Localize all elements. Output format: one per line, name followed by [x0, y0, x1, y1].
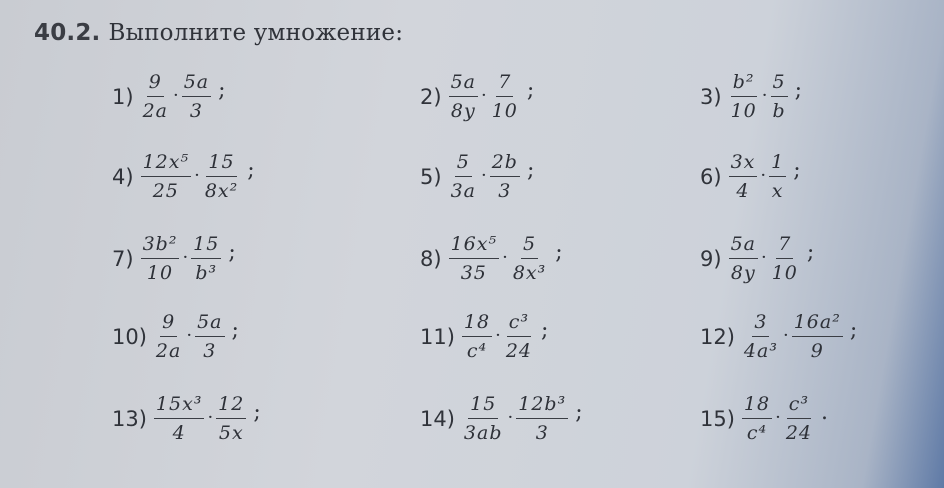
- exercise-label: 2): [420, 84, 442, 109]
- exercise-item: [700, 392, 828, 445]
- fraction-first: [154, 392, 205, 445]
- exercise-label: 15): [700, 406, 735, 431]
- numerator: 7: [776, 232, 793, 259]
- exercise-label: 3): [700, 84, 722, 109]
- fraction-second: [792, 310, 843, 363]
- numerator: c³: [787, 392, 811, 419]
- numerator: 5: [771, 70, 788, 97]
- multiplication-dot: ·: [775, 407, 781, 428]
- exercise-item: [112, 310, 239, 363]
- fraction-second: [511, 232, 548, 285]
- denominator: 4: [172, 422, 186, 444]
- numerator: 18: [742, 392, 772, 419]
- numerator: 16x⁵: [449, 232, 500, 259]
- exercise-item: [112, 392, 261, 445]
- numerator: 15x³: [154, 392, 205, 419]
- exercise-item: [112, 232, 236, 285]
- multiplication-dot: ·: [495, 325, 501, 346]
- numerator: 16a²: [792, 310, 843, 337]
- punctuation: ;: [541, 318, 549, 343]
- denominator: 24: [785, 422, 813, 444]
- denominator: 4a³: [743, 340, 778, 362]
- denominator: 8y: [730, 262, 756, 284]
- numerator: 3b²: [141, 232, 180, 259]
- denominator: 3: [498, 180, 512, 202]
- denominator: c⁴: [466, 340, 488, 362]
- denominator: 35: [460, 262, 487, 284]
- denominator: 3: [203, 340, 217, 362]
- punctuation: ;: [253, 400, 261, 425]
- exercise-item: [112, 70, 226, 123]
- multiplication-dot: ·: [782, 325, 789, 346]
- denominator: 8y: [450, 100, 476, 122]
- exercise-label: 13): [112, 406, 147, 431]
- numerator: 15: [191, 232, 221, 259]
- numerator: 15: [206, 150, 236, 177]
- numerator: 15: [468, 392, 498, 419]
- multiplication-dot: ·: [480, 165, 487, 186]
- denominator: 10: [146, 262, 174, 284]
- punctuation: ;: [231, 318, 239, 343]
- fraction-first: [729, 232, 758, 285]
- denominator: 25: [152, 180, 179, 202]
- fraction-second: [490, 150, 520, 203]
- fraction-second: [191, 232, 221, 285]
- denominator: 9: [810, 340, 824, 362]
- denominator: 24: [505, 340, 533, 362]
- exercise-label: 12): [700, 324, 735, 349]
- fraction-first: [141, 150, 192, 203]
- fraction-second: [182, 70, 211, 123]
- exercise-item: [700, 232, 814, 285]
- fraction-first: [729, 70, 759, 123]
- exercise-label: 14): [420, 406, 455, 431]
- exercise-label: 11): [420, 324, 455, 349]
- numerator: c³: [507, 310, 531, 337]
- fraction-second: [504, 310, 534, 363]
- numerator: 7: [496, 70, 513, 97]
- punctuation: ;: [228, 240, 236, 265]
- denominator: 2a: [142, 100, 168, 122]
- denominator: 8x³: [512, 262, 547, 284]
- fraction-second: [516, 392, 568, 445]
- numerator: 3: [752, 310, 769, 337]
- denominator: 3: [189, 100, 203, 122]
- punctuation: ;: [793, 158, 801, 183]
- multiplication-dot: ·: [760, 247, 767, 268]
- fraction-first: [141, 70, 170, 123]
- punctuation: ;: [794, 78, 803, 103]
- multiplication-dot: ·: [480, 85, 487, 106]
- exercise-item: [420, 310, 548, 363]
- exercise-number: 40.2.: [34, 20, 101, 46]
- exercise-label: 5): [420, 164, 442, 189]
- fraction-first: [141, 232, 180, 285]
- punctuation: .: [821, 400, 829, 425]
- numerator: 5a: [195, 310, 224, 337]
- fraction-first: [742, 310, 780, 363]
- fraction-second: [769, 150, 786, 203]
- fraction-first: [449, 232, 500, 285]
- exercise-label: 10): [112, 324, 147, 349]
- punctuation: ;: [218, 78, 226, 103]
- exercise-label: 7): [112, 246, 134, 271]
- exercise-heading: [34, 20, 403, 46]
- exercise-label: 8): [420, 246, 442, 271]
- denominator: b³: [195, 262, 218, 284]
- denominator: c⁴: [746, 422, 768, 444]
- exercise-item: [420, 70, 534, 123]
- multiplication-dot: ·: [172, 85, 179, 106]
- numerator: 5a: [729, 232, 758, 259]
- punctuation: ;: [526, 158, 535, 183]
- fraction-second: [490, 70, 520, 123]
- numerator: 5: [455, 150, 472, 177]
- multiplication-dot: ·: [194, 165, 200, 186]
- numerator: 9: [160, 310, 177, 337]
- denominator: x: [771, 180, 784, 202]
- multiplication-dot: ·: [502, 247, 508, 268]
- numerator: 3x: [729, 150, 758, 177]
- numerator: 5a: [449, 70, 478, 97]
- denominator: 4: [736, 180, 750, 202]
- denominator: 8x²: [204, 180, 239, 202]
- denominator: 10: [771, 262, 798, 284]
- multiplication-dot: ·: [761, 85, 768, 106]
- punctuation: ;: [555, 240, 563, 265]
- denominator: 2a: [155, 340, 182, 362]
- fraction-first: [462, 310, 492, 363]
- fraction-second: [784, 392, 814, 445]
- punctuation: ;: [849, 318, 858, 343]
- exercise-label: 1): [112, 84, 134, 109]
- punctuation: ;: [247, 158, 255, 183]
- punctuation: ;: [575, 400, 583, 425]
- denominator: 10: [491, 100, 518, 122]
- exercise-item: [700, 70, 802, 123]
- denominator: 3: [535, 422, 549, 444]
- denominator: 3a: [450, 180, 476, 202]
- fraction-second: [203, 150, 240, 203]
- exercise-label: 9): [700, 246, 722, 271]
- numerator: 9: [147, 70, 164, 97]
- numerator: 18: [462, 310, 492, 337]
- exercise-item: [420, 150, 534, 203]
- numerator: 5a: [182, 70, 211, 97]
- numerator: 2b: [490, 150, 520, 177]
- fraction-first: [742, 392, 772, 445]
- numerator: b²: [731, 70, 757, 97]
- exercise-label: 6): [700, 164, 722, 189]
- fraction-first: [154, 310, 183, 363]
- denominator: 5x: [218, 422, 244, 444]
- multiplication-dot: ·: [186, 325, 193, 346]
- exercise-label: 4): [112, 164, 134, 189]
- fraction-second: [216, 392, 246, 445]
- exercise-title: Выполните умножение:: [108, 20, 404, 46]
- punctuation: ;: [806, 240, 815, 265]
- fraction-second: [770, 70, 787, 123]
- multiplication-dot: ·: [207, 407, 214, 428]
- multiplication-dot: ·: [760, 165, 767, 186]
- numerator: 12x⁵: [141, 150, 192, 177]
- numerator: 12b³: [516, 392, 568, 419]
- denominator: 3ab: [463, 422, 503, 444]
- fraction-first: [729, 150, 758, 203]
- denominator: 10: [730, 100, 757, 122]
- fraction-first: [449, 150, 478, 203]
- numerator: 5: [521, 232, 538, 259]
- exercise-item: [700, 310, 857, 363]
- fraction-first: [449, 70, 478, 123]
- numerator: 12: [216, 392, 246, 419]
- fraction-second: [195, 310, 224, 363]
- fraction-second: [770, 232, 800, 285]
- multiplication-dot: ·: [182, 247, 189, 268]
- multiplication-dot: ·: [507, 407, 514, 428]
- denominator: b: [772, 100, 786, 122]
- exercise-item: [420, 392, 583, 445]
- fraction-first: [462, 392, 505, 445]
- exercise-item: [700, 150, 801, 203]
- punctuation: ;: [526, 78, 535, 103]
- numerator: 1: [769, 150, 786, 177]
- exercise-item: [112, 150, 255, 203]
- exercise-item: [420, 232, 563, 285]
